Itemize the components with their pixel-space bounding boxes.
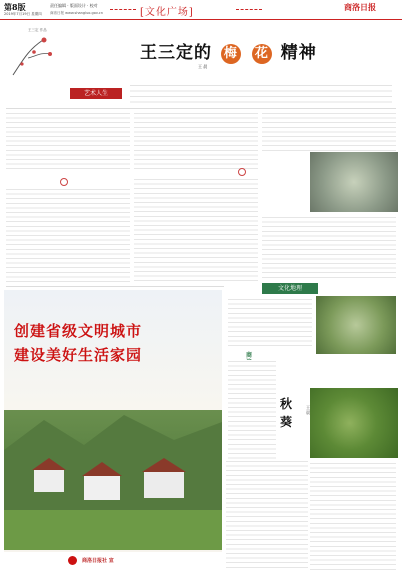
section-ornament-2 (238, 168, 246, 176)
village-illustration-icon (4, 410, 222, 550)
series-title: 商 (246, 352, 253, 359)
artwork-caption: 王三定 作品 (28, 28, 47, 32)
blossom-char-badge: 花 (252, 44, 272, 64)
article-title (140, 38, 317, 64)
plum-char-badge: 梅 (221, 44, 241, 64)
paper-logo: 商洛日报 (344, 2, 376, 12)
divider-1 (6, 108, 396, 109)
divider-2 (6, 286, 224, 287)
okra-photo (310, 388, 398, 458)
culture-tag: 文化地理 (262, 283, 318, 294)
page-header (0, 0, 402, 20)
section-ornament-1 (60, 178, 68, 186)
title-dash-left (110, 9, 136, 10)
section-title: [文化广场] (140, 7, 194, 18)
ad-slogan-1: 创建省级文明城市 (14, 322, 143, 340)
plum-sketch-icon (8, 30, 68, 78)
site-line: 商洛日报 www.shangluo.gov.cn (50, 11, 103, 15)
page-number: 第8版 (4, 2, 26, 12)
text-block-5 (6, 188, 130, 284)
text-block-7 (262, 216, 396, 280)
culture-article-title: 秋葵 (280, 397, 293, 429)
art-life-tag: 艺术人生 (70, 88, 122, 99)
header-rule (0, 19, 402, 20)
plant-photo-top (316, 296, 396, 354)
title-part-left: 王三定的 (140, 43, 212, 63)
article-byline: 王 晨 (198, 64, 208, 69)
text-block-4 (262, 112, 396, 152)
title-part-right: 精神 (280, 43, 317, 63)
text-block-8 (228, 298, 312, 348)
emblem-icon (68, 556, 77, 565)
culture-author: 王 晨 (306, 405, 310, 415)
issue-date: 2019年7月19日 星期四 (4, 12, 42, 16)
ad-slogan-2: 建设美好生活家园 (14, 346, 143, 364)
artist-photo (310, 152, 398, 212)
text-block-6 (134, 178, 258, 284)
ad-publisher: 商洛日报社 宣 (82, 558, 114, 564)
text-block-2 (6, 112, 130, 172)
text-block-13 (226, 460, 308, 570)
text-block-1 (130, 84, 392, 104)
editor-line: 责任编辑 · 版面设计 · 校对 (50, 3, 98, 8)
title-dash-right (236, 9, 262, 10)
civic-ad (4, 290, 222, 571)
text-block-12 (310, 462, 396, 570)
text-block-3 (134, 112, 258, 172)
ad-village-photo (4, 410, 222, 550)
